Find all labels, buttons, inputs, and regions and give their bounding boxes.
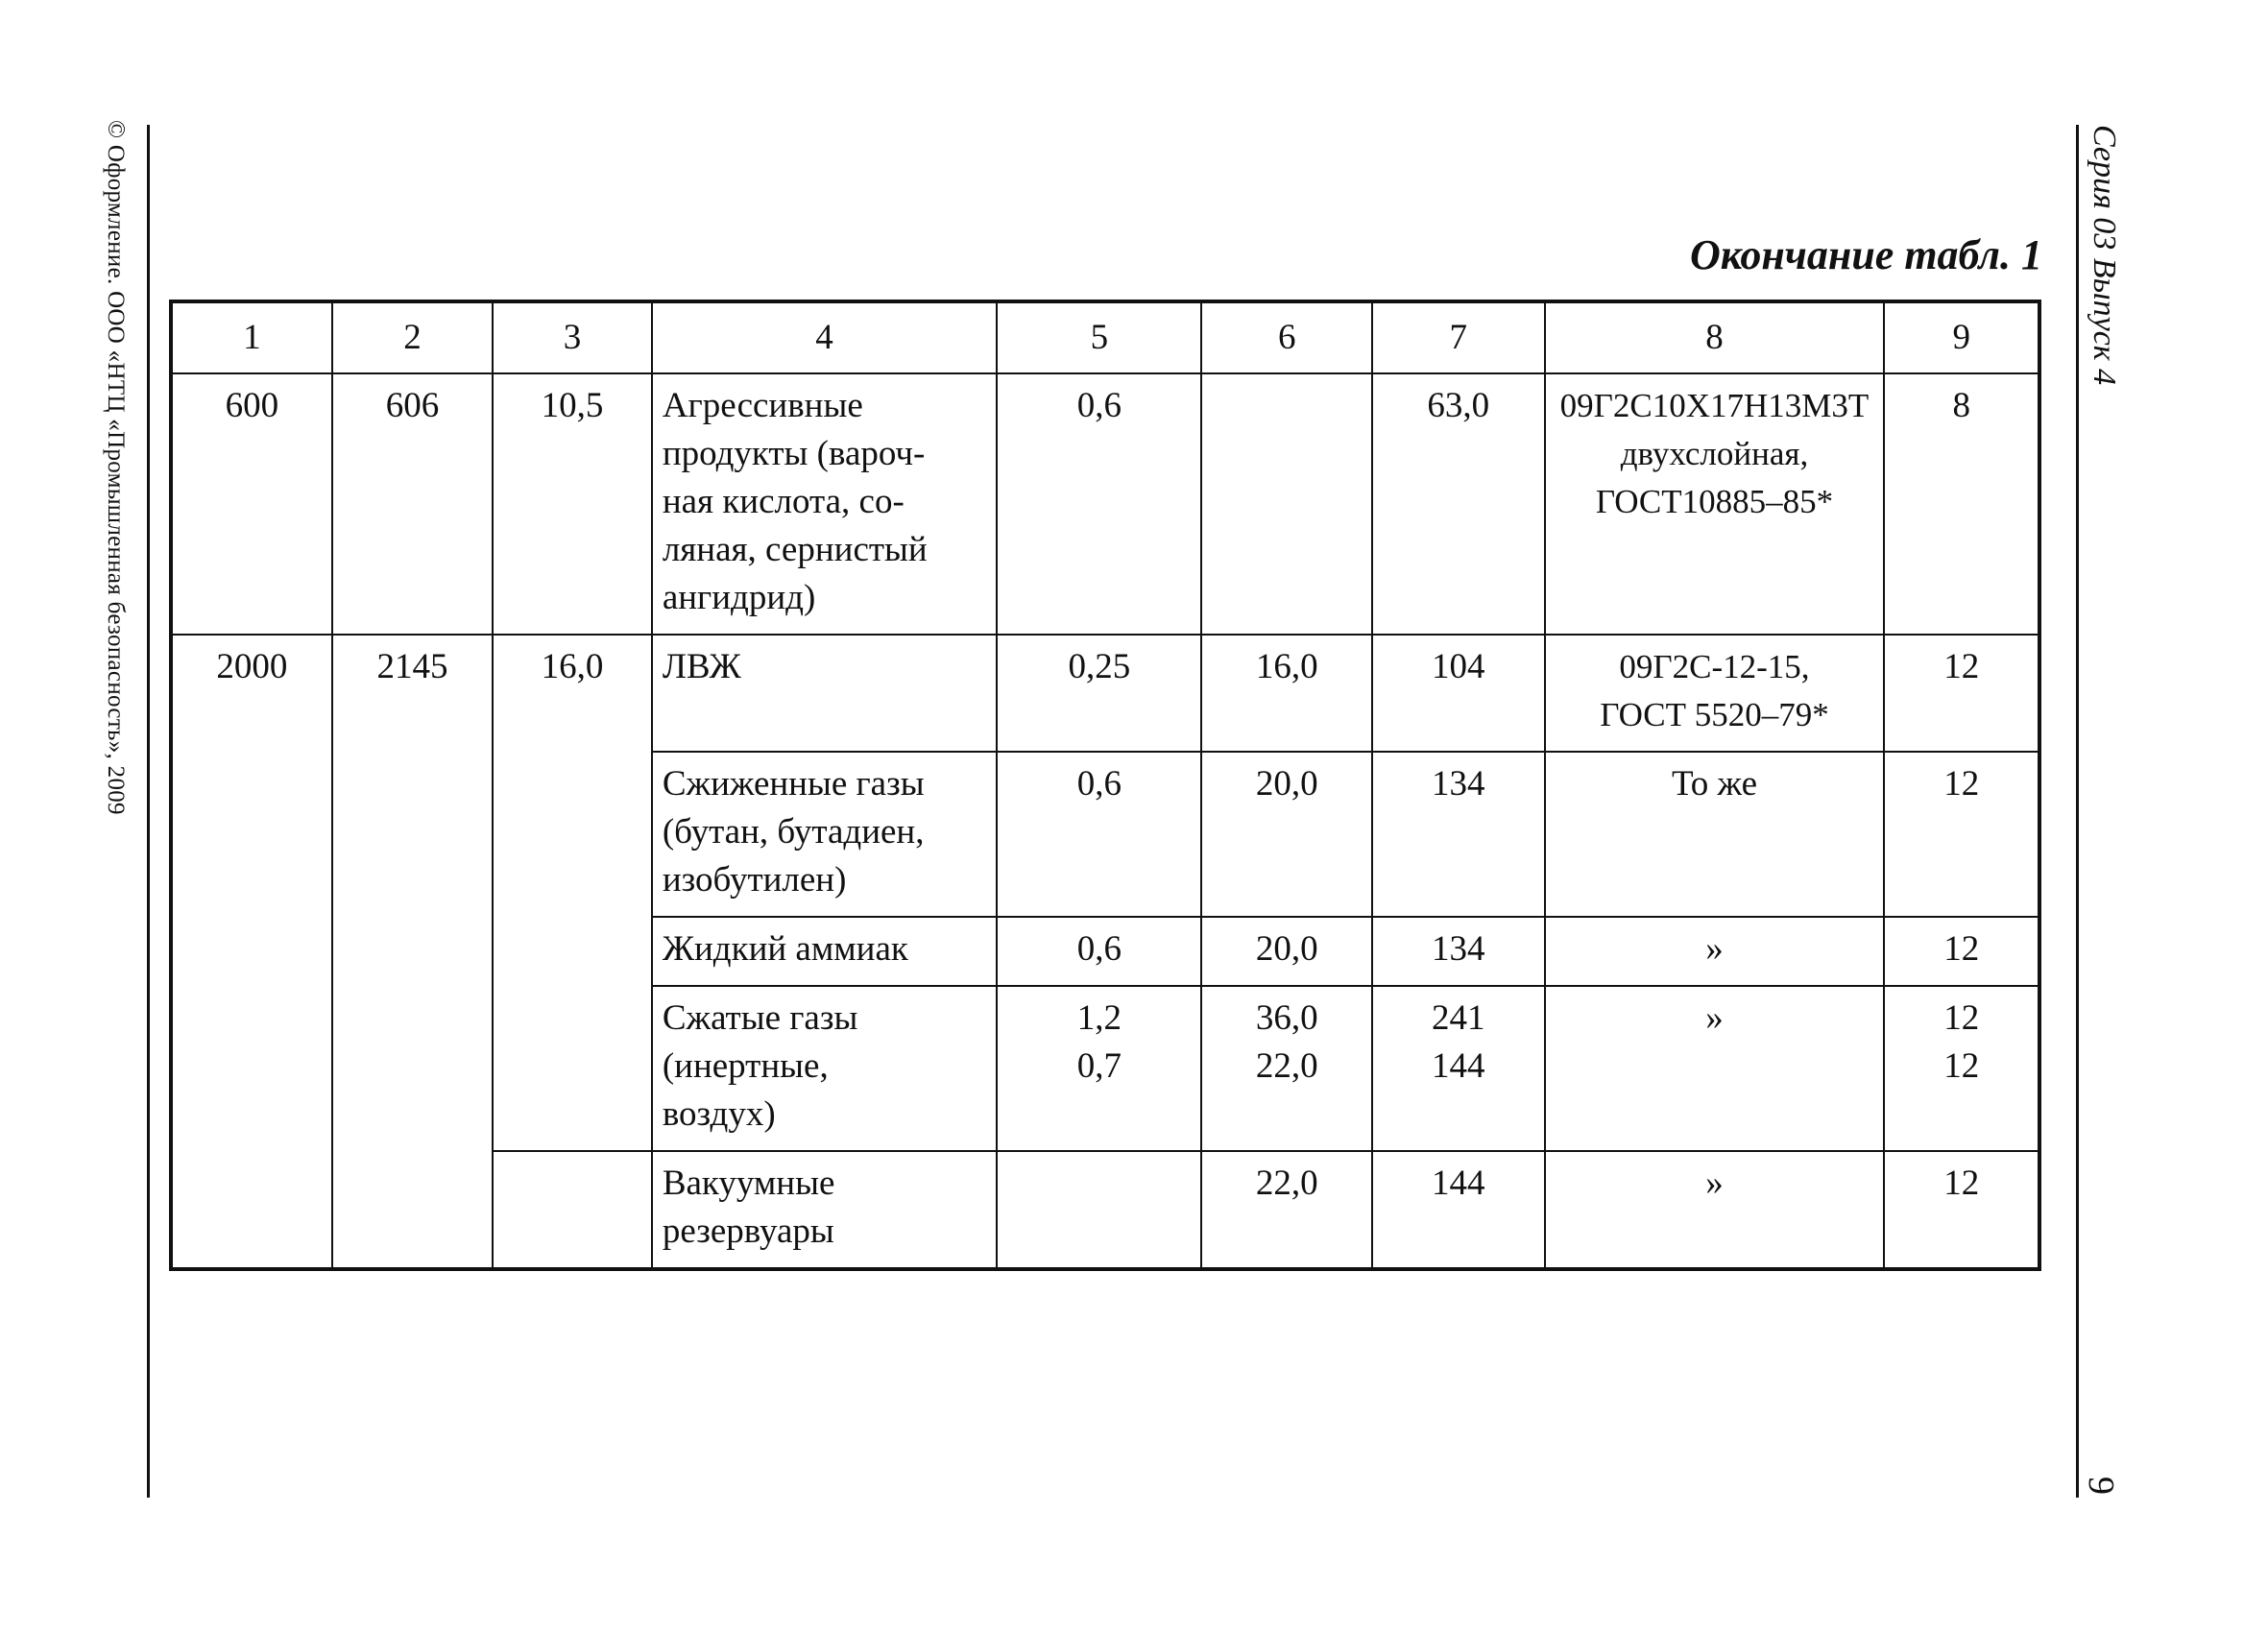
cell-steel: 09Г2С-12-15, ГОСТ 5520–79* xyxy=(1545,635,1885,752)
cell-col5 xyxy=(997,1151,1201,1269)
cell-col9: 8 xyxy=(1884,373,2039,635)
header-cell: 4 xyxy=(652,301,997,373)
header-cell: 7 xyxy=(1372,301,1545,373)
cell-col1: 600 xyxy=(171,373,332,635)
header-cell: 5 xyxy=(997,301,1201,373)
header-cell: 8 xyxy=(1545,301,1885,373)
page-number: 9 xyxy=(2081,1476,2121,1495)
table-row xyxy=(171,373,2039,635)
cell-col3: 10,5 xyxy=(493,373,652,635)
cell-col6: 20,0 xyxy=(1201,917,1372,986)
table-row xyxy=(171,635,2039,752)
table-caption: Окончание табл. 1 xyxy=(1689,231,2042,278)
right-margin-rule xyxy=(2076,125,2079,1498)
header-cell: 9 xyxy=(1884,301,2039,373)
cell-col6: 22,0 xyxy=(1201,1151,1372,1269)
cell-col6: 36,0 22,0 xyxy=(1201,986,1372,1151)
cell-medium: Агрессивные продукты (вароч- ная кислота, со- ляная, сернистый ангидрид) xyxy=(652,373,997,635)
cell-col6: 16,0 xyxy=(1201,635,1372,752)
cell-col9: 12 xyxy=(1884,635,2039,752)
cell-col1: 2000 xyxy=(171,635,332,1269)
cell-col6 xyxy=(1201,373,1372,635)
cell-col6: 20,0 xyxy=(1201,752,1372,917)
cell-col2: 2145 xyxy=(332,635,494,1269)
cell-col9: 12 12 xyxy=(1884,986,2039,1151)
cell-steel: То же xyxy=(1545,752,1885,917)
header-cell: 1 xyxy=(171,301,332,373)
cell-col9: 12 xyxy=(1884,917,2039,986)
cell-col5: 0,6 xyxy=(997,917,1201,986)
cell-col5: 1,2 0,7 xyxy=(997,986,1201,1151)
copyright-line: © Оформление. ООО «НТЦ «Промышленная безопасность», 2009 xyxy=(103,120,129,815)
header-row xyxy=(171,301,2039,373)
cell-col9: 12 xyxy=(1884,752,2039,917)
header-cell: 3 xyxy=(493,301,652,373)
header-cell: 2 xyxy=(332,301,494,373)
cell-col3 xyxy=(493,1151,652,1269)
cell-col3: 16,0 xyxy=(493,635,652,1151)
cell-steel: » xyxy=(1545,917,1885,986)
cell-steel: » xyxy=(1545,986,1885,1151)
header-cell: 6 xyxy=(1201,301,1372,373)
cell-medium: Вакуумные резервуары xyxy=(652,1151,997,1269)
left-margin-rule xyxy=(147,125,150,1498)
cell-col5: 0,6 xyxy=(997,373,1201,635)
cell-steel: » xyxy=(1545,1151,1885,1269)
cell-col7: 134 xyxy=(1372,752,1545,917)
cell-col9: 12 xyxy=(1884,1151,2039,1269)
cell-medium: Сжатые газы (инертные, воздух) xyxy=(652,986,997,1151)
cell-steel: 09Г2С10Х17Н13М3Т двухслойная, ГОСТ10885–85* xyxy=(1545,373,1885,635)
cell-col7: 241 144 xyxy=(1372,986,1545,1151)
cell-medium: Жидкий аммиак xyxy=(652,917,997,986)
cell-col5: 0,25 xyxy=(997,635,1201,752)
cell-col7: 104 xyxy=(1372,635,1545,752)
cell-col7: 144 xyxy=(1372,1151,1545,1269)
series-issue-label: Серия 03 Выпуск 4 xyxy=(2087,125,2122,386)
cell-medium: Сжиженные газы (бутан, бутадиен, изобутилен) xyxy=(652,752,997,917)
data-table xyxy=(169,300,2041,1271)
cell-col7: 134 xyxy=(1372,917,1545,986)
cell-medium: ЛВЖ xyxy=(652,635,997,752)
cell-col7: 63,0 xyxy=(1372,373,1545,635)
cell-col2: 606 xyxy=(332,373,494,635)
cell-col5: 0,6 xyxy=(997,752,1201,917)
